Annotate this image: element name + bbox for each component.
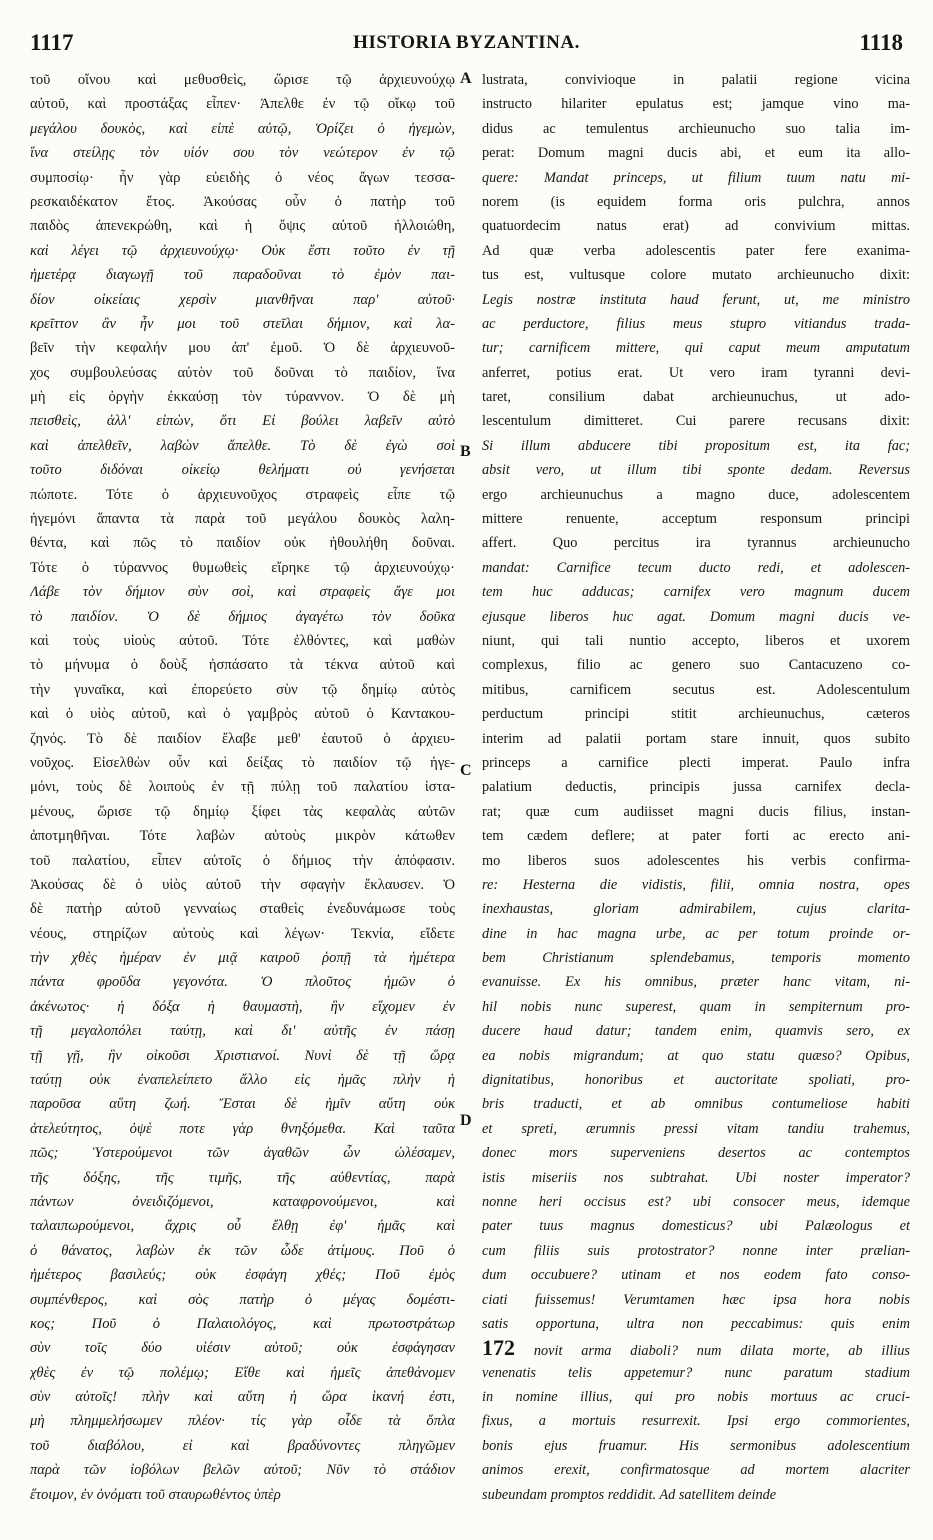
latin-text-line (482, 800, 910, 824)
latin-text-line (482, 995, 910, 1019)
latin-text-line (482, 897, 910, 921)
line-text: re: Hesterna die vidistis, filii, omnia nostra, opes (482, 876, 910, 893)
latin-text-line (482, 336, 910, 360)
line-text: ρεσκαιδέκατον ἔτος. Ἀκούσας οὖν ὁ πατὴρ τοῦ (30, 193, 455, 210)
latin-text-line (482, 824, 910, 848)
latin-text-line (482, 1044, 910, 1068)
margin-marker-d: D (460, 1112, 472, 1129)
line-text: bonis ejus fruamur. His sermonibus adolescentium (482, 1437, 910, 1454)
line-text: δὲ πατὴρ αὐτοῦ γενναίως σταθεὶς ἐνεδυνάμωσε τοὺς (30, 901, 455, 918)
line-text: τὴν γυναῖκα, καὶ ἐπορεύετο σὺν τῷ δημίῳ αὐτὸς (30, 681, 455, 698)
latin-text-line (482, 68, 910, 92)
greek-text-line (30, 653, 455, 677)
line-text: lescentulum dimitteret. Cui parere recusans dixit: (482, 413, 910, 430)
latin-text-line (482, 166, 910, 190)
greek-column (30, 68, 455, 1507)
line-text: mandat: Carnifice tecum ducto redi, et adolescen- (482, 559, 910, 576)
line-text: πῶς; Ὑστερούμενοι τῶν ἀγαθῶν ὧν ὠλέσαμεν, (30, 1145, 455, 1162)
line-text: τοῦ παλατίου, εἶπεν αὐτοῖς ὁ δήμιος τὴν ἀπόφασιν. (30, 852, 455, 869)
line-text: tem cædem deflere; at pater forti ac erecto ani- (482, 828, 910, 845)
line-text: nonne heri occisus est? ubi consocer meus, idemque (482, 1193, 910, 1210)
greek-text-line (30, 1044, 455, 1068)
line-text: mittere renuente, acceptum responsum principi (482, 511, 910, 528)
latin-text-line (482, 678, 910, 702)
line-text: ergo archieunuchus a magno duce, adolescentem (482, 486, 910, 503)
greek-text-line (30, 824, 455, 848)
greek-text-line (30, 922, 455, 946)
page-number-right: 1118 (859, 30, 903, 55)
line-text: Ἀκούσας δὲ ὁ υἱὸς αὐτοῦ τὴν σφαγὴν ἔκλαυσεν. Ὁ (30, 876, 455, 893)
greek-text-line (30, 166, 455, 190)
line-text: satis opportuna, ultra non peccabimus: quis enim (482, 1315, 910, 1332)
line-text: τῇ γῇ, ἣν οἰκοῦσι Χριστιανοί. Νυνὶ δὲ τῇ ὥρᾳ (30, 1047, 455, 1064)
greek-text-line (30, 580, 455, 604)
line-text: didus ac temulentus archieunucho suo talia im- (482, 120, 910, 137)
line-text: norem (is equidem forma oris pulchra, annos (482, 193, 910, 210)
line-text: tus est, vultusque colore mutato archieunucho dixit: (482, 267, 910, 284)
greek-text-line (30, 68, 455, 92)
line-text: παρὰ τῶν ἰοβόλων βελῶν αὐτοῦ; Νῦν τὸ στάδιον (30, 1462, 455, 1479)
latin-text-line (482, 507, 910, 531)
greek-text-line (30, 288, 455, 312)
line-text: κος; Ποῦ ὁ Παλαιολόγος, καὶ πρωτοστράτωρ (30, 1315, 455, 1332)
line-text: σὺν αὐτοῖς! πλὴν καὶ αὕτη ἡ ὥρα ἱκανή ἐστι, (30, 1389, 455, 1406)
greek-text-line (30, 678, 455, 702)
line-text: τὴν χθὲς ἡμέραν ἐν μιᾷ καιροῦ ῥοπῇ τὰ ἡμέτερα (30, 950, 455, 967)
latin-text-line (482, 775, 910, 799)
line-text: τὸ παιδίον. Ὁ δὲ δήμιος ἀγαγέτω τὸν δοῦκα (30, 608, 455, 625)
signature-mark: 172 (482, 1336, 515, 1361)
greek-text-line (30, 141, 455, 165)
greek-text-line (30, 1483, 455, 1507)
latin-text-line (482, 92, 910, 116)
line-text: νοῦχος. Εἰσελθὼν οὖν καὶ δείξας τὸ παιδίον τῷ ἡγε- (30, 754, 455, 771)
line-text: mitibus, carnificem secutus est. Adolescentulum (482, 681, 910, 698)
greek-text-line (30, 361, 455, 385)
greek-text-line (30, 117, 455, 141)
line-text: ducere haud datur; tandem enim, quamvis sero, ex (482, 1023, 910, 1040)
greek-text-line (30, 190, 455, 214)
latin-text-line (482, 751, 910, 775)
greek-text-line (30, 873, 455, 897)
line-text: μόνι, τοὺς δὲ λοιποὺς ἐν τῇ πύλῃ τοῦ παλατίου ἱστα- (30, 779, 455, 796)
line-text: hil nobis nunc superest, quam in sempiternum pro- (482, 998, 910, 1015)
line-text: ἵνα στείλῃς τὸν υἱόν σου τὸν νεώτερον ἐν τῷ (30, 145, 455, 162)
greek-text-line (30, 1019, 455, 1043)
line-text: subeundam promptos reddidit. Ad satellitem deinde (482, 1486, 777, 1503)
greek-text-line (30, 312, 455, 336)
line-text: donec mors superveniens desertos ac contemptos (482, 1145, 910, 1162)
line-text: ea nobis migrandum; at quo statu quæso? Opibus, (482, 1047, 910, 1064)
latin-text-line (482, 1385, 910, 1409)
latin-text-line (482, 263, 910, 287)
latin-text-line (482, 580, 910, 604)
line-text: istis miseriis nos subtrahat. Ubi noster imperator? (482, 1169, 910, 1186)
line-text: instructo hilariter epulatus est; jamque vino ma- (482, 96, 910, 113)
line-text: niunt, qui tali nuntio accepto, liberos et uxorem (482, 632, 910, 649)
line-text: καὶ ἀπελθεῖν, λαβὼν ἄπελθε. Τὸ δὲ ἐγὼ σοὶ (30, 437, 455, 454)
line-text: absit vero, ut illum tibi sponte dedam. Reversus (482, 462, 910, 479)
greek-text-line (30, 995, 455, 1019)
line-text: καὶ ὁ υἱὸς αὐτοῦ, καὶ ὁ γαμβρὸς αὐτοῦ ὁ Καντακου- (30, 706, 455, 723)
line-text: τοῦτο διδόναι οἰκείῳ θελήματι οὐ γενήσεται (30, 462, 455, 479)
line-text: fixus, a mortuis resurrexit. Ipsi ergo commorientes, (482, 1413, 910, 1430)
line-text: νέους, στηρίζων αὐτοὺς καὶ λέγων· Τεκνία, εἴδετε (30, 925, 455, 942)
latin-text-line (482, 1068, 910, 1092)
line-text: ἀκένωτος· ἡ δόξα ἡ θαυμαστὴ, ἣν εἴχομεν ἐν (30, 998, 455, 1015)
latin-text-line (482, 970, 910, 994)
line-text: affert. Quo percitus ira tyrannus archieunucho (482, 535, 910, 552)
greek-text-line (30, 1288, 455, 1312)
greek-text-line (30, 263, 455, 287)
greek-text-line (30, 1263, 455, 1287)
latin-text-line (482, 190, 910, 214)
greek-text-line (30, 1239, 455, 1263)
latin-text-line (482, 605, 910, 629)
greek-text-line (30, 92, 455, 116)
line-text: tem huc adducas; carnifex vero magnum ducem (482, 584, 910, 601)
line-text: ciati fuissemus! Verumtamen hæc ipsa hora nobis (482, 1291, 910, 1308)
line-text: taret, consilium dabat archieunuchus, ut ado- (482, 389, 910, 406)
line-text: Si illum abducere tibi propositum est, ita fac; (482, 437, 910, 454)
latin-text-line (482, 1434, 910, 1458)
line-text: rat; quæ cum audiisset magni ducis filius, instan- (482, 803, 910, 820)
greek-text-line (30, 1385, 455, 1409)
line-text: cum filiis suis protostrator? nonne inter prælian- (482, 1242, 910, 1259)
line-text: bris traducti, et ab omnibus contumeliose habiti (482, 1096, 910, 1113)
latin-text-line (482, 1239, 910, 1263)
greek-text-line (30, 214, 455, 238)
latin-text-line (482, 629, 910, 653)
line-text: ταλαιπωρούμενοι, ἄχρις οὗ ἔλθῃ ἐφ' ἡμᾶς καὶ (30, 1218, 455, 1235)
line-text: ζηνός. Τὸ δὲ παιδίον ἔλαβε μεθ' ἑαυτοῦ ὁ ἀρχιευ- (30, 730, 455, 747)
line-text: ἀποτμηθῆναι. Τότε λαβὼν αὐτοὺς μικρὸν κάτωθεν (30, 828, 455, 845)
greek-text-line (30, 409, 455, 433)
latin-text-line (482, 1019, 910, 1043)
line-text: interim ad palatii portam stare innuit, quos subito (482, 730, 910, 747)
line-text: ἡμέτερος βασιλεύς; οὐκ ἐσφάγη χθές; Ποῦ ἐμὸς (30, 1267, 455, 1284)
line-text: πάντων ὀνειδιζόμενοι, καταφρονούμενοι, καὶ (30, 1193, 455, 1210)
greek-text-line (30, 483, 455, 507)
line-text: τῇ μεγαλοπόλει ταύτῃ, καὶ δι' αὐτῆς ἐν πάσῃ (30, 1023, 455, 1040)
line-text: παροῦσα αὕτη ζωή. Ἔσται δὲ ἡμῖν αὕτη οὐκ (30, 1096, 455, 1113)
latin-text-line (482, 922, 910, 946)
greek-text-line (30, 458, 455, 482)
greek-text-line (30, 849, 455, 873)
greek-text-line (30, 629, 455, 653)
page-header (30, 30, 903, 60)
line-text: συμποσίῳ· ἦν γὰρ εὐειδὴς ὁ νέος ἄγων τεσσα- (30, 169, 455, 186)
line-text: τῆς δόξης, τῆς τιμῆς, τῆς αὐθεντίας, παρὰ (30, 1169, 455, 1186)
greek-text-line (30, 1092, 455, 1116)
line-text: καὶ λέγει τῷ ἀρχιευνούχῳ· Οὐκ ἔστι τοῦτο ἐν τῇ (30, 242, 455, 259)
latin-text-line (482, 239, 910, 263)
line-text: ἕτοιμον, ἐν ὀνόματι τοῦ σταυρωθέντος ὑπὲρ (30, 1486, 281, 1503)
line-text: in nomine illius, qui pro nobis mortuus ac cruci- (482, 1389, 910, 1406)
running-title: HISTORIA BYZANTINA. (353, 32, 580, 53)
page-number-left: 1117 (30, 30, 74, 55)
greek-text-line (30, 1068, 455, 1092)
line-text: bem Christianum splendebamus, temporis momento (482, 950, 910, 967)
greek-text-line (30, 946, 455, 970)
latin-text-line (482, 1117, 910, 1141)
greek-text-line (30, 336, 455, 360)
line-text: τοῦ διαβόλου, εἰ καὶ βραδύνοντες πληγῶμεν (30, 1437, 455, 1454)
latin-text-line (482, 385, 910, 409)
latin-text-line (482, 1263, 910, 1287)
line-text: ἡμετέρᾳ διαγωγῇ τοῦ παραδοῦναι τὸ ἐμὸν παι- (30, 267, 455, 284)
line-text: dum occubuere? utinam et nos eodem fato conso- (482, 1267, 910, 1284)
line-text: θέντα, καὶ πῶς τὸ παιδίον οὐκ ἠθουλήθη δοῦναι. (30, 535, 455, 552)
line-text: ταύτῃ οὐκ ἐναπελείπετο ἄλλο εἰς ἡμᾶς πλὴν ἡ (30, 1072, 455, 1089)
line-text: tur; carnificem mittere, qui caput meum amputatum (482, 340, 910, 357)
greek-text-line (30, 897, 455, 921)
line-text: dignitatibus, honoribus et auctoritate spoliati, pro- (482, 1072, 910, 1089)
greek-text-line (30, 1409, 455, 1433)
latin-text-line (482, 483, 910, 507)
line-text: πάντα φροῦδα γεγονότα. Ὁ πλοῦτος ἡμῶν ὁ (30, 974, 455, 991)
latin-text-line (482, 288, 910, 312)
line-text: anferret, potius erat. Ut vero iram tyranni devi- (482, 364, 910, 381)
line-text: perat: Domum magni ducis abi, et eum ita allo- (482, 145, 910, 162)
latin-text-line (482, 873, 910, 897)
latin-text-line (482, 1409, 910, 1433)
latin-text-line (482, 361, 910, 385)
greek-text-line (30, 507, 455, 531)
line-text: novit arma diaboli? num dilata morte, ab illius (533, 1343, 910, 1360)
line-text: κρεῖττον ἂν ἦν μοι τοῦ στεῖλαι δήμιον, καὶ λα- (30, 315, 455, 332)
margin-marker-b: B (460, 443, 471, 460)
greek-text-line (30, 605, 455, 629)
line-text: princeps a carnifice plecti imperat. Paulo infra (482, 754, 910, 771)
greek-text-line (30, 1458, 455, 1482)
line-text: πώποτε. Τότε ὁ ἀρχιευνοῦχος στραφεὶς εἶπε τῷ (30, 486, 455, 503)
line-text: complexus, filio ac genero suo Cantacuzeno co- (482, 657, 910, 674)
line-text: καὶ τοὺς υἱοὺς αὐτοῦ. Τότε ἐλθόντες, καὶ μαθὼν (30, 632, 455, 649)
line-text: Legis nostræ instituta haud ferunt, ut, me ministro (482, 291, 910, 308)
latin-text-line (482, 1288, 910, 1312)
greek-text-line (30, 702, 455, 726)
line-text: mo liberos suos adolescentes his verbis confirma- (482, 852, 910, 869)
line-text: evanuisse. Ex his omnibus, præter hanc vitam, ni- (482, 974, 910, 991)
greek-text-line (30, 727, 455, 751)
line-text: quatuordecim natus erat) ad convivium mittas. (482, 218, 910, 235)
latin-text-line (482, 556, 910, 580)
line-text: τοῦ οἴνου καὶ μεθυσθεὶς, ὥρισε τῷ ἀρχιευνούχῳ (30, 72, 455, 88)
greek-text-line (30, 775, 455, 799)
latin-column (482, 68, 910, 1507)
latin-text-line (482, 434, 910, 458)
line-text: χος συμβουλεύσας αὐτὸν τοῦ δοῦναι τὸ παιδίον, ἵνα (30, 364, 455, 381)
line-text: ὁ θάνατος, λαβὼν ἐκ τῶν ὧδε ἀτίμους. Ποῦ ὁ (30, 1242, 455, 1259)
margin-marker-a: A (460, 70, 472, 87)
greek-text-line (30, 800, 455, 824)
line-text: et spreti, ærumnis pressi vitam tandiu trahemus, (482, 1120, 910, 1137)
line-text: μεγάλου δουκὸς, καὶ εἰπὲ αὐτῷ, Ὁρίζει ὁ ἡγεμὼν, (30, 120, 455, 137)
greek-text-line (30, 1312, 455, 1336)
greek-text-line (30, 1117, 455, 1141)
greek-text-line (30, 1434, 455, 1458)
line-text: dine in hac magna urbe, ac per totum proinde or- (482, 925, 910, 942)
greek-text-line (30, 239, 455, 263)
latin-text-line (482, 1166, 910, 1190)
margin-marker-c: C (460, 762, 472, 779)
greek-text-line (30, 1166, 455, 1190)
latin-text-line (482, 531, 910, 555)
greek-text-line (30, 1336, 455, 1360)
line-text: ἡγεμόνι ἅπαντα τὰ παρὰ τοῦ μεγάλου δουκὸς λαλη- (30, 511, 455, 528)
greek-text-line (30, 531, 455, 555)
latin-text-line (482, 117, 910, 141)
latin-text-line (482, 1190, 910, 1214)
latin-text-line (482, 312, 910, 336)
latin-text-line (482, 727, 910, 751)
line-text: πεισθεὶς, ἀλλ' εἰπὼν, ὅτι Εἰ βούλει λαβεῖν αὐτὸ (30, 413, 455, 430)
greek-text-line (30, 556, 455, 580)
line-text: δίον οἰκείαις χερσὶν μιανθῆναι παρ' αὐτοῦ· (30, 291, 455, 308)
latin-text-line (482, 1458, 910, 1482)
latin-text-line (482, 1361, 910, 1385)
line-text: perductum principi stitit archieunuchus, cæteros (482, 706, 910, 723)
line-text: Τότε ὁ τύραννος θυμωθεὶς εἴρηκε τῷ ἀρχιευνούχῳ· (30, 559, 455, 576)
latin-text-line (482, 141, 910, 165)
line-text: Ad quæ verba adolescentis pater fere exanima- (482, 242, 910, 259)
line-text: pater tuus magnus domesticus? ubi Palæologus et (482, 1218, 910, 1235)
latin-text-line (482, 849, 910, 873)
line-text: αὐτοῦ, καὶ προστάξας εἶπεν· Ἀπελθε ἐν τῷ οἴκῳ τοῦ (30, 96, 455, 113)
line-text: συμπένθερος, καὶ σὸς πατὴρ ὁ μέγας δομέστι- (30, 1291, 455, 1308)
line-text: Λάβε τὸν δήμιον σὺν σοὶ, καὶ στραφεὶς ἄγε μοι (30, 584, 455, 601)
line-text: ἀτελεύτητος, ὀψὲ ποτε γὰρ θνηξόμεθα. Καὶ ταῦτα (30, 1120, 455, 1137)
line-text: μὴ εἰς ὀργὴν ἐκκαύσῃ τὸν τύραννον. Ὁ δὲ μὴ (30, 389, 455, 406)
line-text: quere: Mandat princeps, ut filium tuum natu mi- (482, 169, 910, 186)
line-text: παιδὸς ἀπενεκρώθη, καὶ ἡ ὄψις αὐτοῦ ἠλλοιώθη, (30, 218, 455, 235)
greek-text-line (30, 751, 455, 775)
line-text: μένους, ὥρισε τῷ δημίῳ ξίφει τὰς κεφαλὰς αὐτῶν (30, 803, 455, 820)
greek-text-line (30, 1190, 455, 1214)
greek-text-line (30, 1361, 455, 1385)
line-text: venenatis telis appetemur? nunc paratum stadium (482, 1364, 910, 1381)
latin-text-line (482, 946, 910, 970)
latin-text-line (482, 214, 910, 238)
latin-text-line (482, 1092, 910, 1116)
line-text: inexhaustas, gloriam admirabilem, cujus clarita- (482, 901, 910, 918)
latin-text-line (482, 1214, 910, 1238)
latin-text-line (482, 653, 910, 677)
latin-text-line (482, 458, 910, 482)
line-text: χθὲς ἐν τῷ πολέμῳ; Εἴθε καὶ ἡμεῖς ἀπεθάνομεν (30, 1364, 455, 1381)
line-text: μὴ πλημμελήσωμεν πλέον· τίς γὰρ οἶδε τὰ ὅπλα (30, 1413, 455, 1430)
latin-text-line (482, 1141, 910, 1165)
line-text: palatium deductis, principis jussa carnifex decla- (482, 779, 910, 796)
greek-text-line (30, 385, 455, 409)
latin-text-line (482, 1336, 910, 1360)
line-text: τὸ μήνυμα ὁ δοὺξ ἠσπάσατο τὰ τέκνα αὐτοῦ καὶ (30, 657, 455, 674)
line-text: σὺν τοῖς δύο υἱέσιν αὐτοῦ; οὐκ ἐσφάγησαν (30, 1340, 455, 1357)
line-text: lustrata, convivioque in palatii regione vicina (482, 72, 910, 88)
line-text: βεῖν τὴν κεφαλήν μου ἀπ' ἐμοῦ. Ὁ δὲ ἀρχιευνοῦ- (30, 340, 455, 357)
greek-text-line (30, 1141, 455, 1165)
latin-text-line (482, 409, 910, 433)
greek-text-line (30, 970, 455, 994)
line-text: ejusque liberos huc agat. Domum magni ducis ve- (482, 608, 910, 625)
greek-text-line (30, 1214, 455, 1238)
latin-text-line (482, 702, 910, 726)
latin-text-line (482, 1483, 910, 1507)
latin-text-line (482, 1312, 910, 1336)
line-text: ac perductore, filius meus stupro vitiandus trada- (482, 315, 910, 332)
line-text: animos erexit, confirmatosque ad mortem alacriter (482, 1462, 910, 1479)
greek-text-line (30, 434, 455, 458)
